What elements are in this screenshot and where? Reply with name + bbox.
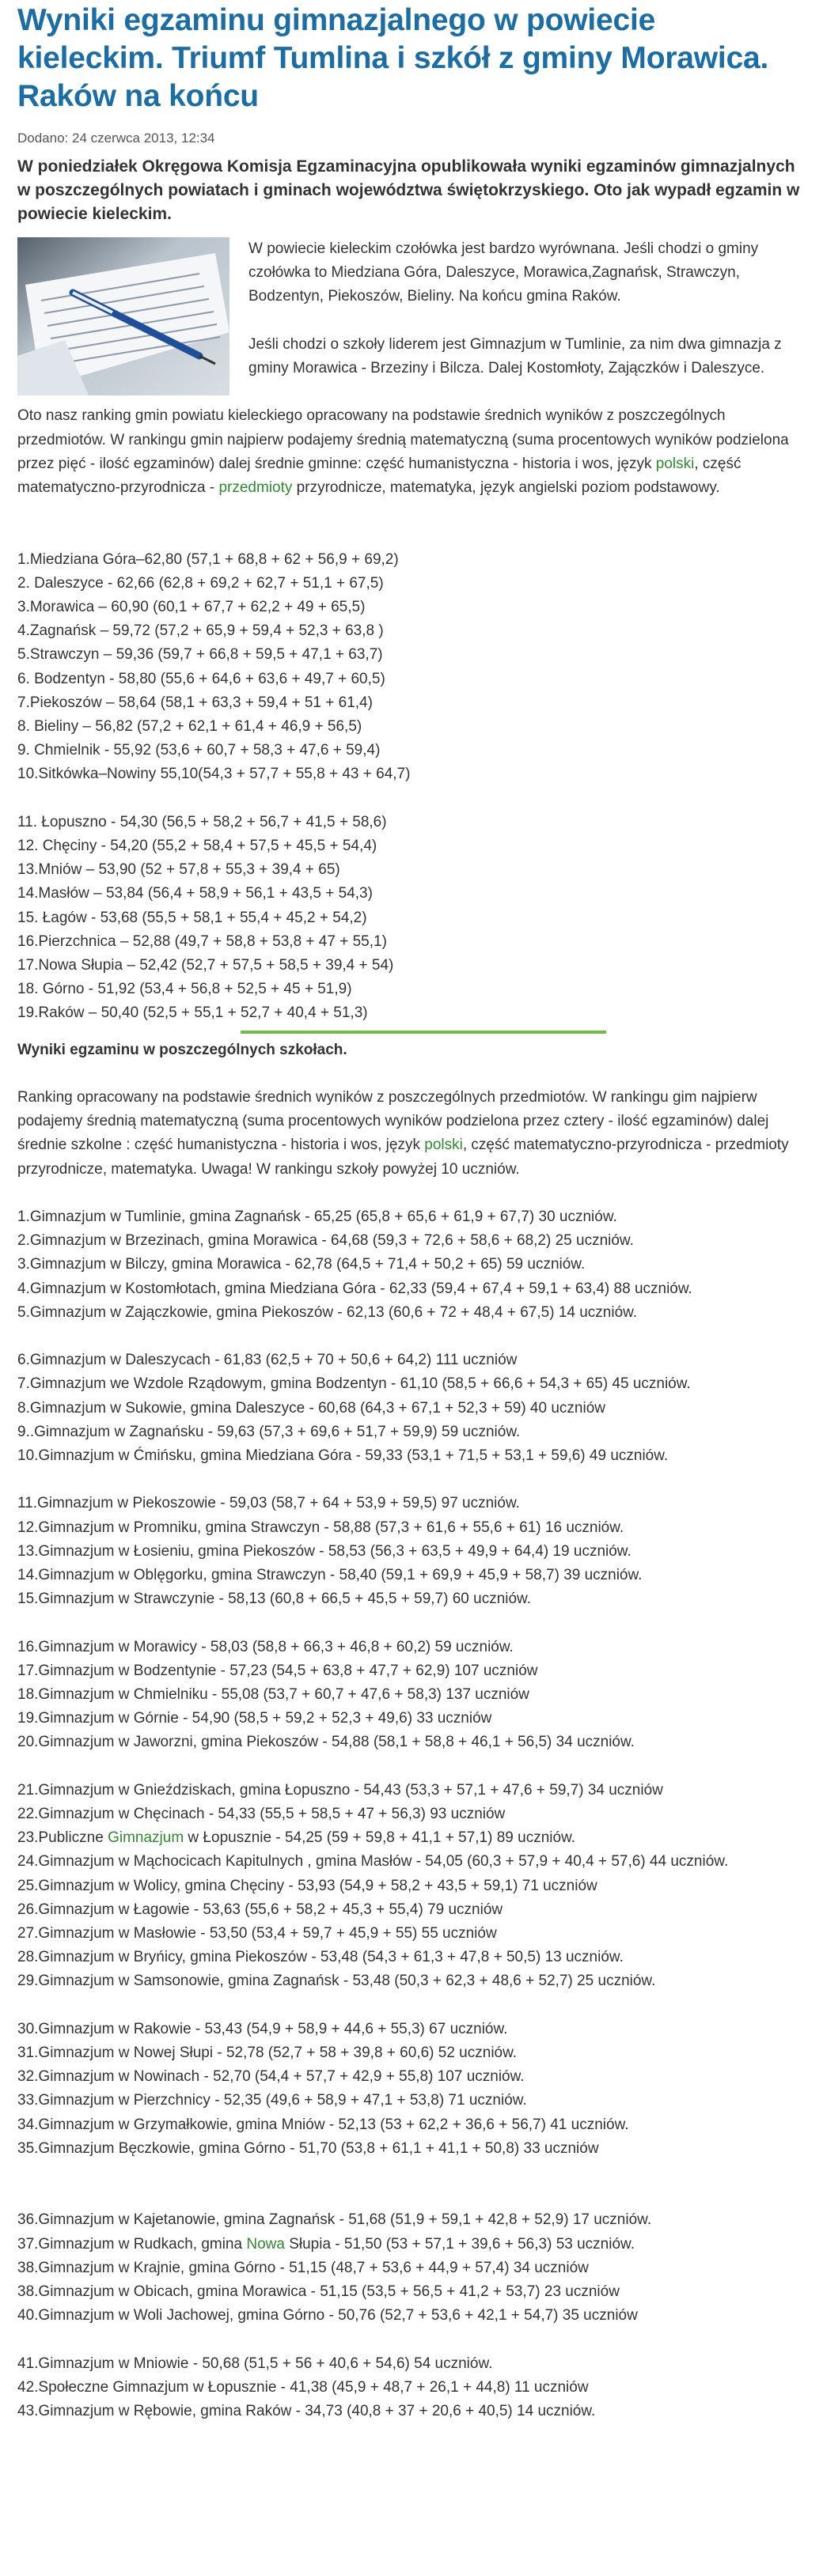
school-ranking-item: 19.Gimnazjum w Górnie - 54,90 (58,5 + 59,2 + 52,3 + 49,6) 33 uczniów — [17, 1710, 492, 1727]
gmina-ranking-item: 4.Zagnańsk – 59,72 (57,2 + 65,9 + 59,4 + 52,3 + 63,8 ) — [17, 622, 384, 640]
school-ranking-item: 29.Gimnazjum w Samsonowie, gmina Zagnańsk - 53,48 (50,3 + 62,3 + 48,6 + 52,7) 25 uczniów. — [17, 1973, 656, 1990]
inline-link[interactable]: Nowa — [246, 2235, 285, 2253]
school-ranking-item: 42.Społeczne Gimnazjum w Łopusznie - 41,38 (45,9 + 48,7 + 26,1 + 44,8) 11 uczniów — [17, 2378, 589, 2396]
inline-link[interactable]: Gimnazjum — [108, 1829, 184, 1847]
school-ranking-item: 38.Gimnazjum w Obicach, gmina Morawica - 51,15 (53,5 + 56,5 + 41,2 + 53,7) 23 uczniów — [17, 2283, 620, 2301]
school-ranking-item: 1.Gimnazjum w Tumlinie, gmina Zagnańsk - 65,25 (65,8 + 65,6 + 61,9 + 67,7) 30 uczniów. — [17, 1209, 617, 1226]
gmina-ranking-item: 19.Raków – 50,40 (52,5 + 55,1 + 52,7 + 40,4 + 51,3) — [17, 1004, 368, 1022]
gmina-ranking-item: 5.Strawczyn – 59,36 (59,7 + 66,8 + 59,5 + 47,1 + 63,7) — [17, 646, 383, 664]
intro-paragraph-1: W powiecie kieleckim czołówka jest bardzo wyrównana. Jeśli chodzi o gminy czołówka to Miedziana Góra, Daleszyce, Morawica,Zagnańsk, Strawczyn, Bodzentyn, Piekoszów, Bieliny. Na końcu gmina Raków. — [248, 240, 759, 305]
school-ranking-item: 16.Gimnazjum w Morawicy - 58,03 (58,8 + 66,3 + 46,8 + 60,2) 59 uczniów. — [17, 1638, 514, 1655]
school-ranking-item: 7.Gimnazjum we Wzdole Rządowym, gmina Bodzentyn - 61,10 (58,5 + 66,6 + 54,3 + 65) 45 uczniów. — [17, 1375, 691, 1393]
gmina-ranking-item: 17.Nowa Słupia – 52,42 (52,7 + 57,5 + 58,5 + 39,4 + 54) — [17, 957, 394, 974]
school-ranking-item: 10.Gimnazjum w Ćmińsku, gmina Miedziana Góra - 59,33 (53,1 + 71,5 + 53,1 + 59,6) 49 uczniów. — [17, 1447, 669, 1465]
school-ranking-item: 37.Gimnazjum w Rudkach, gmina Nowa Słupia - 51,50 (53 + 57,1 + 39,6 + 56,3) 53 uczniów. — [17, 2235, 635, 2253]
school-ranking-item: 6.Gimnazjum w Daleszycach - 61,83 (62,5 + 70 + 50,6 + 64,2) 111 uczniów — [17, 1352, 518, 1369]
school-ranking-item: 38.Gimnazjum w Krajnie, gmina Górno - 51,15 (48,7 + 53,6 + 44,9 + 57,4) 34 uczniów — [17, 2259, 589, 2276]
school-ranking-item: 17.Gimnazjum w Bodzentynie - 57,23 (54,5 + 63,8 + 47,7 + 62,9) 107 uczniów — [17, 1662, 538, 1679]
school-ranking-item: 33.Gimnazjum w Pierzchnicy - 52,35 (49,6 + 58,9 + 47,1 + 53,8) 71 uczniów. — [17, 2092, 527, 2109]
gmina-ranking-item: 18. Górno - 51,92 (53,4 + 56,8 + 52,5 + 45 + 51,9) — [17, 981, 352, 998]
intro-paragraph-2: Jeśli chodzi o szkoły liderem jest Gimnazjum w Tumlinie, za nim dwa gimnazja z gminy Morawica - Brzeziny i Bilcza. Dalej Kostomłoty, Zajączków i Daleszyce. — [248, 335, 782, 376]
school-ranking-item: 13.Gimnazjum w Łosieniu, gmina Piekoszów - 58,53 (56,3 + 63,5 + 49,9 + 64,4) 19 uczniów. — [17, 1542, 631, 1560]
school-ranking-item: 25.Gimnazjum w Wolicy, gmina Chęciny - 53,93 (54,9 + 58,2 + 43,5 + 59,1) 71 uczniów — [17, 1877, 597, 1894]
article-title: Wyniki egzaminu gimnazjalnego w powiecie kieleckim. Triumf Tumlina i szkół z gminy Morawica. Raków na końcu — [17, 3, 769, 113]
schools-intro: Ranking opracowany na podstawie średnich wyników z poszczególnych przedmiotów. W rankingu gim najpierw podajemy średnią matematyczną (suma procentowych wyników podzielona przez cztery - ilość egzaminów) dalej średnie szkolne : część humanistyczna - historia i wos, język polski, część matematyczno-przyrodnicza - przedmioty przyrodnicze, matematyka. Uwaga! W rankingu szkoły powyżej 10 uczniów. — [17, 1089, 789, 1178]
gmina-ranking-item: 11. Łopuszno - 54,30 (56,5 + 58,2 + 56,7 + 41,5 + 58,6) — [17, 813, 387, 830]
school-ranking-item: 21.Gimnazjum w Gnieździskach, gmina Łopuszno - 54,43 (53,3 + 57,1 + 47,6 + 59,7) 34 uczniów — [17, 1781, 663, 1799]
school-ranking-item: 40.Gimnazjum w Woli Jachowej, gmina Górno - 50,76 (52,7 + 53,6 + 42,1 + 54,7) 35 uczniów — [17, 2307, 638, 2324]
school-ranking-item: 3.Gimnazjum w Bilczy, gmina Morawica - 62,78 (64,5 + 71,4 + 50,2 + 65) 59 uczniów. — [17, 1256, 586, 1273]
article-body — [17, 237, 806, 2423]
school-ranking-item: 34.Gimnazjum w Grzymałkowie, gmina Mniów - 52,13 (53 + 62,2 + 36,6 + 56,7) 41 uczniów. — [17, 2116, 629, 2133]
gmina-ranking-item: 9. Chmielnik - 55,92 (53,6 + 60,7 + 58,3 + 47,6 + 59,4) — [17, 742, 381, 759]
school-ranking-item: 28.Gimnazjum w Bryńicy, gmina Piekoszów - 53,48 (54,3 + 61,3 + 47,8 + 50,5) 13 uczniów. — [17, 1949, 624, 1966]
gmina-ranking-item: 13.Mniów – 53,90 (52 + 57,8 + 55,3 + 39,4 + 65) — [17, 861, 340, 879]
link-polski[interactable]: polski — [655, 455, 695, 472]
article-lead: W poniedziałek Okręgowa Komisja Egzaminacyjna opublikowała wyniki egzaminów gimnazjalnych w poszczególnych powiatach i gminach województwa świętokrzyskiego. Oto jak wypadł egzamin w powiecie kieleckim. — [17, 157, 800, 223]
school-ranking-item: 8.Gimnazjum w Sukowie, gmina Daleszyce - 60,68 (64,3 + 67,1 + 52,3 + 59) 40 uczniów — [17, 1399, 605, 1417]
intro-paragraph-3: Oto nasz ranking gmin powiatu kieleckiego opracowany na podstawie średnich wyników z poszczególnych przedmiotów. W rankingu gmin najpierw podajemy średnią matematyczną (suma procentowych wyników podzielona przez pięć - ilość egzaminów) dalej średnie gminne: część humanistyczna - historia i wos, język polski, część matematyczno-przyrodnicza - przedmioty przyrodnicze, matematyka, język angielski poziom podstawowy. — [17, 407, 789, 496]
school-ranking-item: 30.Gimnazjum w Rakowie - 53,43 (54,9 + 58,9 + 44,6 + 55,3) 67 uczniów. — [17, 2020, 508, 2037]
school-ranking-item: 41.Gimnazjum w Mniowie - 50,68 (51,5 + 56 + 40,6 + 54,6) 54 uczniów. — [17, 2355, 493, 2372]
gmina-ranking-item: 2. Daleszyce - 62,66 (62,8 + 69,2 + 62,7 + 51,1 + 67,5) — [17, 574, 384, 592]
school-ranking-item: 23.Publiczne Gimnazjum w Łopusznie - 54,25 (59 + 59,8 + 41,1 + 57,1) 89 uczniów. — [17, 1829, 576, 1847]
schools-heading: Wyniki egzaminu w poszczególnych szkołach. — [17, 1041, 347, 1058]
gmina-ranking-item: 15. Łagów - 53,68 (55,5 + 58,1 + 55,4 + 45,2 + 54,2) — [17, 909, 367, 926]
gmina-ranking-item: 10.Sitkówka–Nowiny 55,10(54,3 + 57,7 + 55,8 + 43 + 64,7) — [17, 766, 411, 783]
school-ranking-item: 12.Gimnazjum w Promniku, gmina Strawczyn - 58,88 (57,3 + 61,6 + 55,6 + 61) 16 uczniów. — [17, 1519, 624, 1536]
link-polski-2[interactable]: polski — [424, 1137, 463, 1154]
school-ranking-item: 43.Gimnazjum w Rębowie, gmina Raków - 34,73 (40,8 + 37 + 20,6 + 40,5) 14 uczniów. — [17, 2403, 596, 2420]
gmina-ranking-item: 7.Piekoszów – 58,64 (58,1 + 63,3 + 59,4 + 51 + 61,4) — [17, 694, 373, 711]
gmina-ranking-item: 6. Bodzentyn - 58,80 (55,6 + 64,6 + 63,6 + 49,7 + 60,5) — [17, 670, 385, 687]
gmina-ranking-item: 12. Chęciny - 54,20 (55,2 + 58,4 + 57,5 + 45,5 + 54,4) — [17, 838, 377, 854]
article-date: Dodano: 24 czerwca 2013, 12:34 — [17, 131, 215, 146]
gmina-ranking-item: 1.Miedziana Góra–62,80 (57,1 + 68,8 + 62 + 56,9 + 69,2) — [17, 550, 399, 568]
link-przedmioty[interactable]: przedmioty — [218, 479, 293, 496]
school-ranking-item: 35.Gimnazjum Bęczkowie, gmina Górno - 51,70 (53,8 + 61,1 + 41,1 + 50,8) 33 uczniów — [17, 2139, 599, 2157]
photo-illustration — [17, 237, 229, 395]
school-ranking-item: 32.Gimnazjum w Nowinach - 52,70 (54,4 + 57,7 + 42,9 + 55,8) 107 uczniów. — [17, 2068, 525, 2086]
school-ranking-item: 22.Gimnazjum w Chęcinach - 54,33 (55,5 + 58,5 + 47 + 56,3) 93 uczniów — [17, 1806, 506, 1823]
school-ranking-item: 15.Gimnazjum w Strawczynie - 58,13 (60,8 + 66,5 + 45,5 + 59,7) 60 uczniów. — [17, 1591, 531, 1608]
school-ranking-item: 27.Gimnazjum w Masłowie - 53,50 (53,4 + 59,7 + 45,9 + 55) 55 uczniów — [17, 1925, 497, 1942]
gminy-ranking-list — [17, 548, 806, 1026]
photo-exam-papers-pen-icon[interactable] — [17, 237, 229, 395]
gmina-ranking-item: 3.Morawica – 60,90 (60,1 + 67,7 + 62,2 + 49 + 65,5) — [17, 598, 366, 615]
school-ranking-item: 4.Gimnazjum w Kostomłotach, gmina Miedziana Góra - 62,33 (59,4 + 67,4 + 59,1 + 63,4) 88 uczniów. — [17, 1280, 692, 1297]
gmina-ranking-item: 14.Masłów – 53,84 (56,4 + 58,9 + 56,1 + 43,5 + 54,3) — [17, 885, 373, 902]
school-ranking-item: 9..Gimnazjum w Zagnańsku - 59,63 (57,3 + 69,6 + 51,7 + 59,9) 59 uczniów. — [17, 1423, 521, 1440]
school-ranking-item: 20.Gimnazjum w Jaworzni, gmina Piekoszów - 54,88 (58,1 + 58,8 + 46,1 + 56,5) 34 uczniów. — [17, 1734, 635, 1751]
school-ranking-item: 26.Gimnazjum w Łagowie - 53,63 (55,6 + 58,2 + 45,3 + 55,4) 79 uczniów — [17, 1901, 503, 1918]
school-ranking-item: 11.Gimnazjum w Piekoszowie - 59,03 (58,7 + 64 + 53,9 + 59,5) 97 uczniów. — [17, 1495, 520, 1512]
school-ranking-item: 2.Gimnazjum w Brzezinach, gmina Morawica - 64,68 (59,3 + 72,6 + 58,6 + 68,2) 25 uczniów. — [17, 1232, 634, 1250]
section-divider — [241, 1031, 606, 1034]
gmina-ranking-item: 8. Bieliny – 56,82 (57,2 + 62,1 + 61,4 + 46,9 + 56,5) — [17, 718, 362, 735]
school-ranking-item: 36.Gimnazjum w Kajetanowie, gmina Zagnańsk - 51,68 (51,9 + 59,1 + 42,8 + 52,9) 17 uczniów. — [17, 2211, 652, 2229]
gmina-ranking-item: 16.Pierzchnica – 52,88 (49,7 + 58,8 + 53,8 + 47 + 55,1) — [17, 932, 387, 950]
school-ranking-item: 24.Gimnazjum w Mąchocicach Kapitulnych , gmina Masłów - 54,05 (60,3 + 57,9 + 40,4 + 57,6) 44 uczniów. — [17, 1853, 729, 1871]
school-ranking-item: 18.Gimnazjum w Chmielniku - 55,08 (53,7 + 60,7 + 47,6 + 58,3) 137 uczniów — [17, 1686, 529, 1704]
school-ranking-item: 14.Gimnazjum w Oblęgorku, gmina Strawczyn - 58,40 (59,1 + 69,9 + 45,9 + 58,7) 39 uczniów. — [17, 1567, 643, 1584]
schools-ranking-list — [17, 1205, 806, 2423]
school-ranking-item: 31.Gimnazjum w Nowej Słupi - 52,78 (52,7 + 58 + 39,8 + 60,6) 52 uczniów. — [17, 2045, 518, 2062]
school-ranking-item: 5.Gimnazjum w Zajączkowie, gmina Piekoszów - 62,13 (60,6 + 72 + 48,4 + 67,5) 14 uczniów. — [17, 1303, 638, 1321]
